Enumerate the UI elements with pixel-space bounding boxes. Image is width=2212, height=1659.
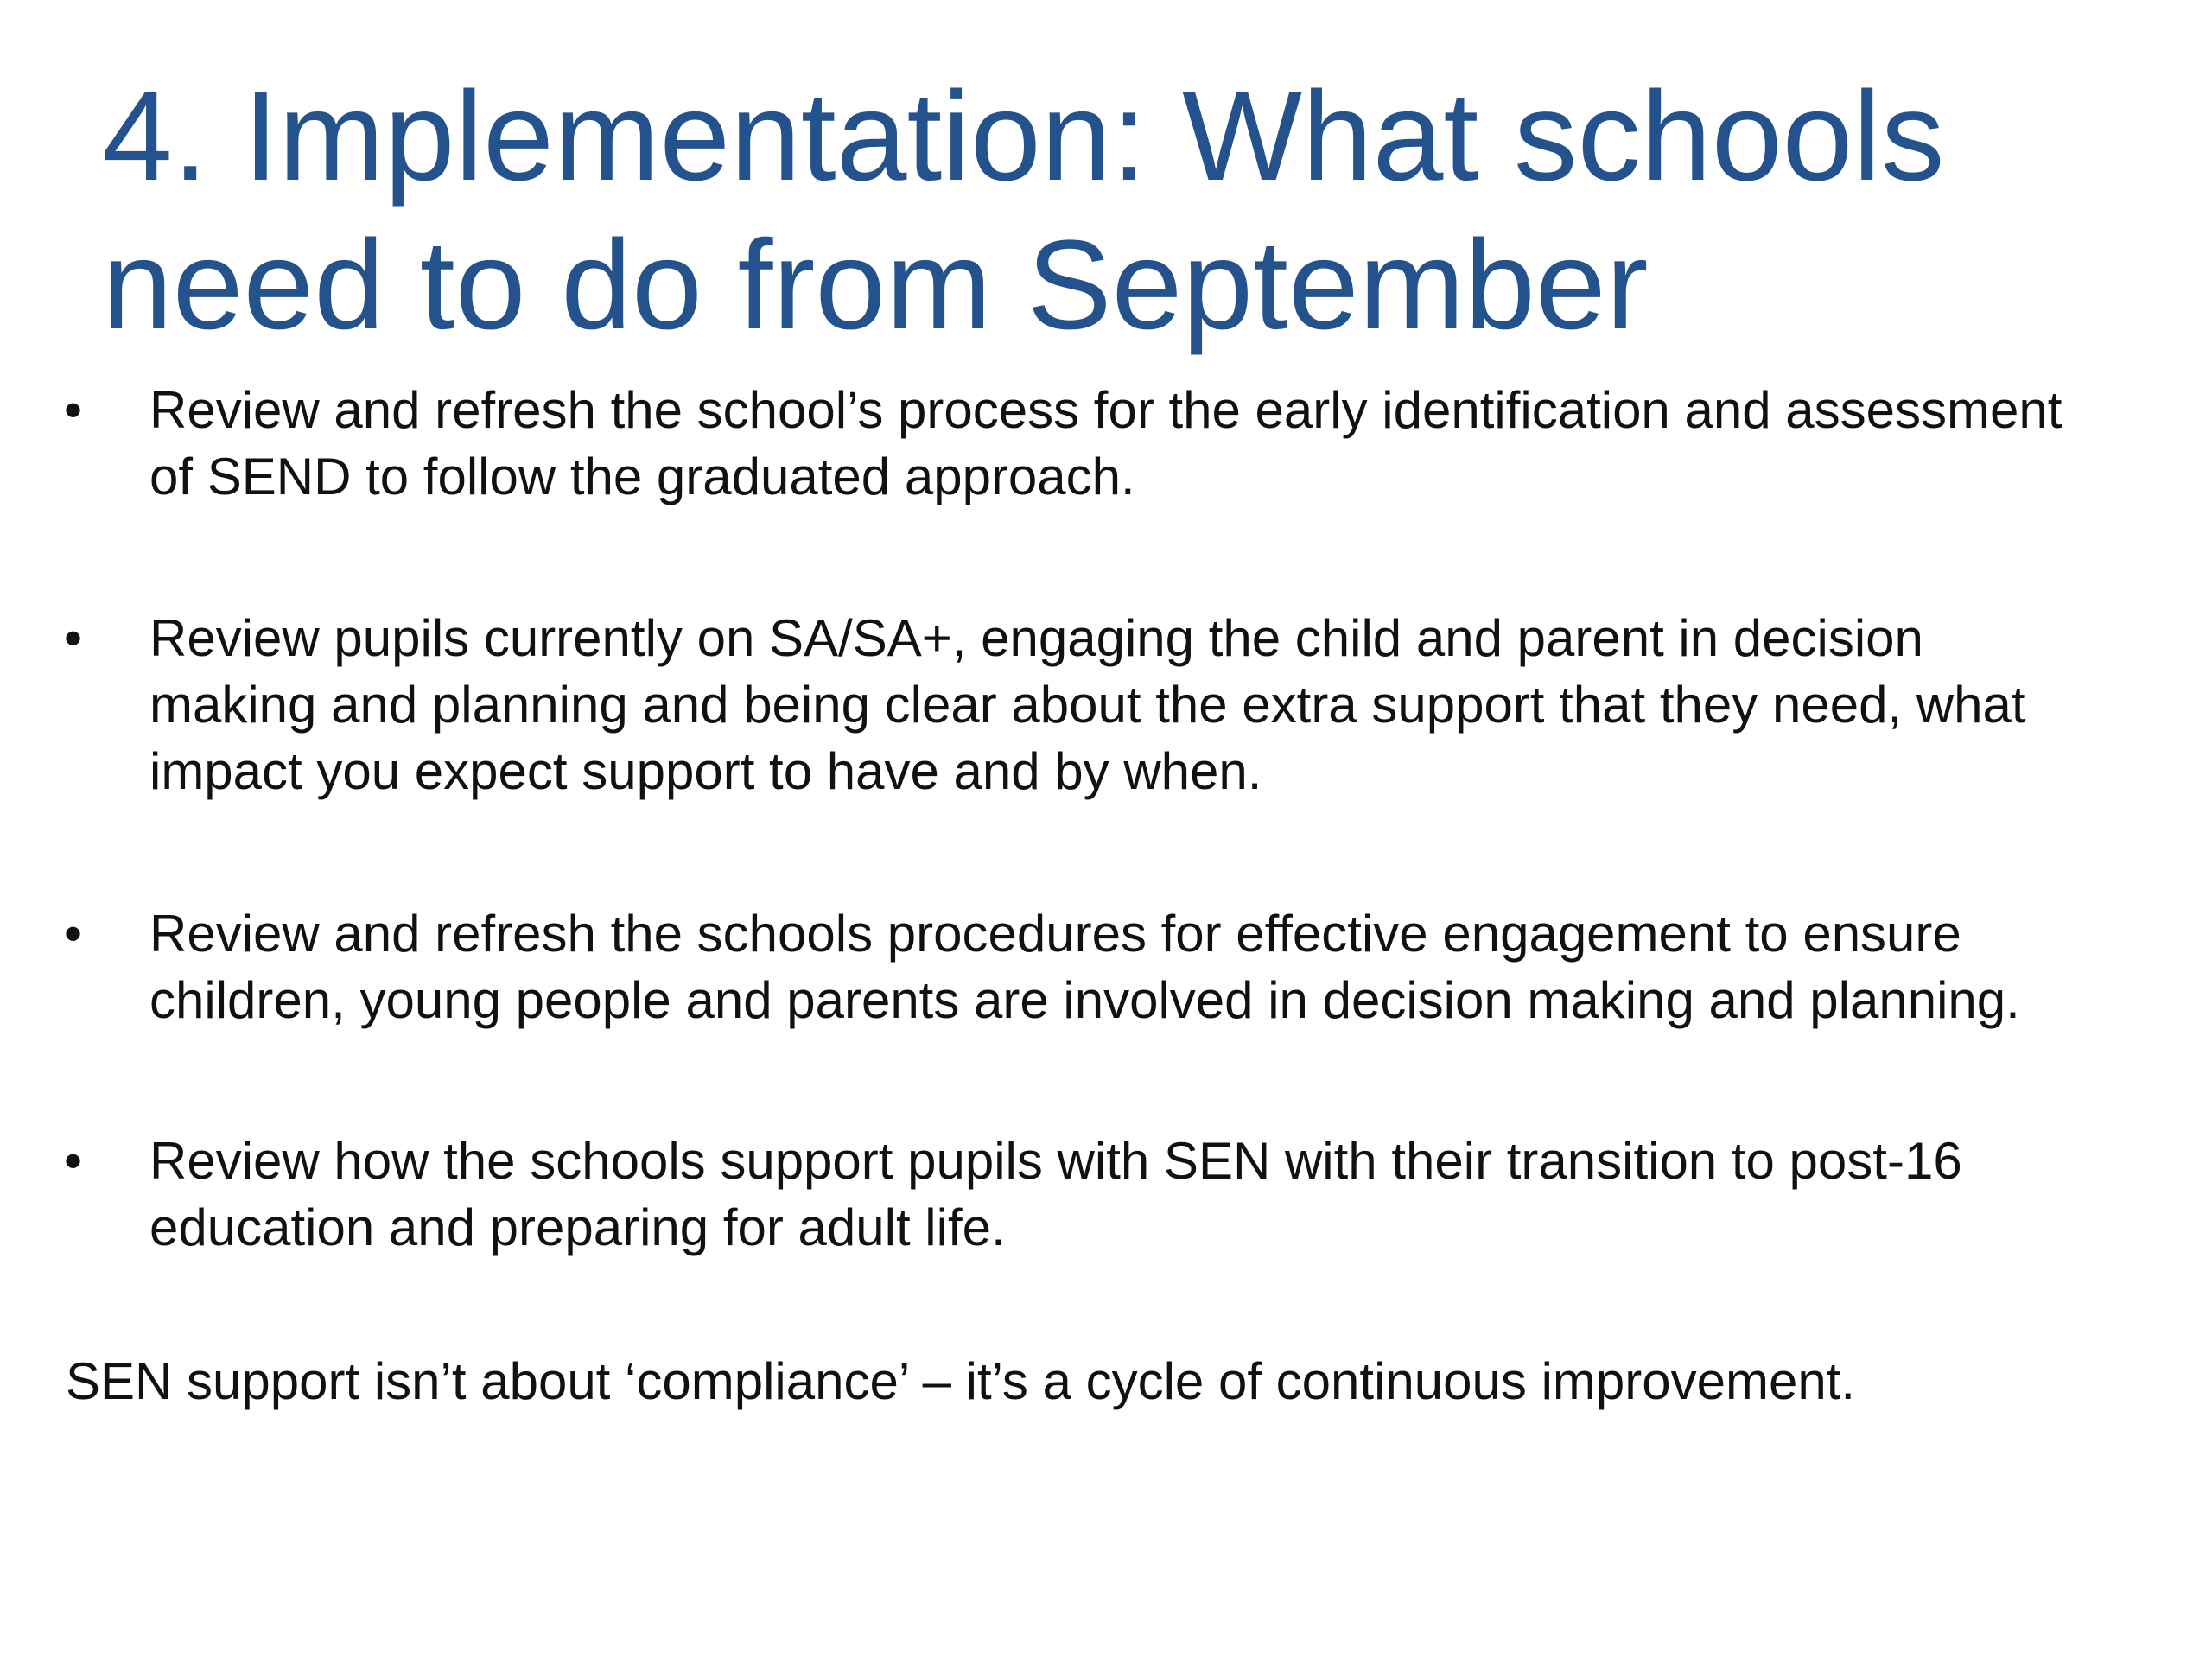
bullet-line: Review how the schools support pupils with SEN with their transition to post-16 <box>149 1132 1962 1190</box>
bullet-text <box>149 1128 2206 1261</box>
bullet-line: of SEND to follow the graduated approach. <box>149 448 1135 505</box>
slide-title-line: 4. Implementation: What schools <box>102 66 1945 207</box>
slide-title <box>102 62 2141 359</box>
bullet-text <box>149 377 2206 510</box>
bullet-line: Review pupils currently on SA/SA+, engaging the child and parent in decision <box>149 609 1923 667</box>
bullet-dot: • <box>64 381 83 439</box>
bullet-line: children, young people and parents are involved in decision making and planning. <box>149 971 2020 1029</box>
closing-statement: SEN support isn’t about ‘compliance’ – it’s a cycle of continuous improvement. <box>66 1352 1856 1410</box>
bullet-dot: • <box>64 609 83 667</box>
bullet-line: Review and refresh the school’s process for the early identification and assessment <box>149 381 2063 439</box>
bullet-line: Review and refresh the schools procedures for effective engagement to ensure <box>149 905 1961 963</box>
bullet-line: impact you expect support to have and by when. <box>149 742 1262 800</box>
bullet-line: making and planning and being clear about the extra support that they need, what <box>149 676 2026 734</box>
bullet-dot: • <box>64 905 83 963</box>
bullet-text <box>149 605 2206 804</box>
bullet-text <box>149 900 2206 1033</box>
slide-title-line: need to do from September <box>102 214 1649 356</box>
bullet-line: education and preparing for adult life. <box>149 1198 1006 1256</box>
bullet-dot: • <box>64 1132 83 1190</box>
